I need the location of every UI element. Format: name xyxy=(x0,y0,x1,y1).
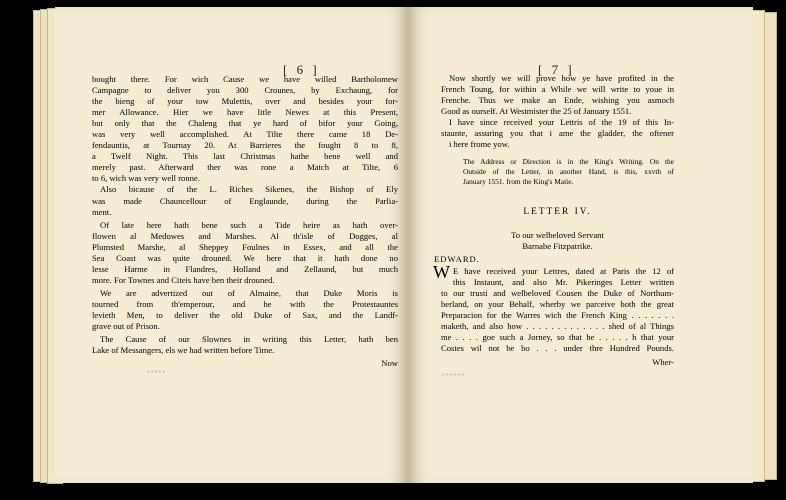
text-line: this Instaunt, and also Mr. Pikeringes Letter written xyxy=(453,276,674,287)
address-line: To our welbeloved Servant xyxy=(511,230,604,241)
salutation: EDWARD. xyxy=(434,254,480,265)
text-line: was very well accomplished. At Tilte there came 18 De- xyxy=(92,129,398,140)
text-line: I have since received your Lettris of the 19 of this In- xyxy=(449,117,674,128)
right-page-text xyxy=(433,73,674,368)
text-line: Of late here hath bene such a Tide heire as hath over- xyxy=(100,219,398,230)
page-number: [ 7 ] xyxy=(538,62,575,77)
address-line: Barnabe Fitzpatrike. xyxy=(522,241,593,252)
show-through-text: ▪▪▪▪▪▪ xyxy=(442,370,466,379)
letter-title: LETTER IV. xyxy=(523,207,592,218)
text-line: lesse Harme in Flandres, Holland and Zellaund, but much xyxy=(92,263,398,274)
text-line: Frenche. Thus we make an Ende, wishing you asmoch xyxy=(441,95,674,106)
text-line: Now shortly we will prove how ye have profited in the xyxy=(449,73,674,83)
text-line: Campagne to deliver you 300 Crounes, by Exchaung, for xyxy=(92,85,398,96)
text-line: i here frome yow. xyxy=(449,139,510,150)
text-line: mer Allowance. Hier we have litle Newes at this Present, xyxy=(92,107,398,118)
show-through-text: ▪▪▪▪▪ xyxy=(147,367,167,376)
text-line: more. For Townes and Citeis have ben their drouned. xyxy=(92,274,275,285)
text-line: We are advertized out of Almaine, that Duke Moris is xyxy=(100,287,398,298)
text-line: Sea Coast was quite drouned. We here that it hath done no xyxy=(92,252,398,263)
text-line: me . . . . goe such a Jorney, so that he . . . . . h that your xyxy=(441,331,674,342)
text-line: bought there. For wich Cause we have willed Bartholomew xyxy=(92,74,398,84)
letter-closing-lines xyxy=(441,73,674,150)
text-line: Good as ourself. At Westmister the 25 of January 1551. xyxy=(441,106,632,117)
page-number: [ 6 ] xyxy=(283,62,320,77)
text-line: January 1551. from the King's Matie. xyxy=(463,177,574,187)
text-line: to our trusti and welbeloved Cousen the Duke of Northum- xyxy=(441,287,674,298)
catchword: Now xyxy=(381,358,398,369)
text-line: Preparacion for the Warres wich the French King . . . . . . . xyxy=(441,309,674,320)
text-line: Lake of Messangers, els we had written before Time. xyxy=(92,345,275,356)
text-line: The Cause of our Slownes in writing this Letter, hath ben xyxy=(100,334,398,345)
text-line: E have received your Lettres, dated at Paris the 12 of xyxy=(453,265,674,276)
text-line: was made Chauncellour of Englaunde, during the Parlia- xyxy=(92,195,398,206)
left-page-text xyxy=(92,74,398,369)
text-line: French Toung, for within a While we will write to youe in xyxy=(441,84,674,95)
text-line: Also bicause of the L. Riches Sikenes, the Bishop of Ely xyxy=(100,184,398,195)
letter-lines xyxy=(441,266,674,354)
text-line: a Twelf Night. This last Christmas hathe bene well and xyxy=(92,151,398,162)
text-line: Plumsted Marshe, al Sheppey Foulnes in Essex, and all the xyxy=(92,241,398,252)
drop-cap: W xyxy=(433,261,450,282)
text-line: Costes wil not be bo . . . under thre Hundred Pounds. xyxy=(441,342,674,353)
text-line: staunte, assuring you that i ame the gladder, the oftener xyxy=(441,128,674,139)
text-line: The Address or Direction is in the King's Writing. On the xyxy=(463,157,674,167)
text-line: fendauntis, at Tournay 20. At Barrieres the fought 8 to 8, xyxy=(92,140,398,151)
text-line: flowen al Medowes and Marshes. Al th'isle of Dogges, al xyxy=(92,230,398,241)
text-line: the bieng of your tow Mulettis, over and besides your for- xyxy=(92,96,398,107)
text-line: levieth Men, to deliver the old Duke of Sax, and the Landf- xyxy=(92,309,398,320)
text-line: berland, on your Behalf, wherby we parceive both the great xyxy=(441,298,674,309)
left-text-lines xyxy=(92,74,398,356)
editorial-note xyxy=(441,157,674,187)
text-line: to 6, wich was very well ronne. xyxy=(92,173,200,184)
text-line: but only that the Chaleng that ye hard of bifor your Going, xyxy=(92,118,398,129)
catchword: Wher- xyxy=(652,356,674,367)
text-line: ment. xyxy=(92,206,112,217)
text-line: Outside of the Letter, in another Hand, is this, xxvth of xyxy=(463,167,674,177)
text-line: maketh, and also how . . . . . . . . . . . . . shed of al Things xyxy=(441,320,674,331)
text-line: merely past. Afterward ther was rone a Match at Tilte, 6 xyxy=(92,162,398,173)
letter-body xyxy=(433,261,674,354)
text-line: tourned from th'emperour, and he with the Protestauntes xyxy=(92,298,398,309)
text-line: grave out of Prison. xyxy=(92,321,160,332)
